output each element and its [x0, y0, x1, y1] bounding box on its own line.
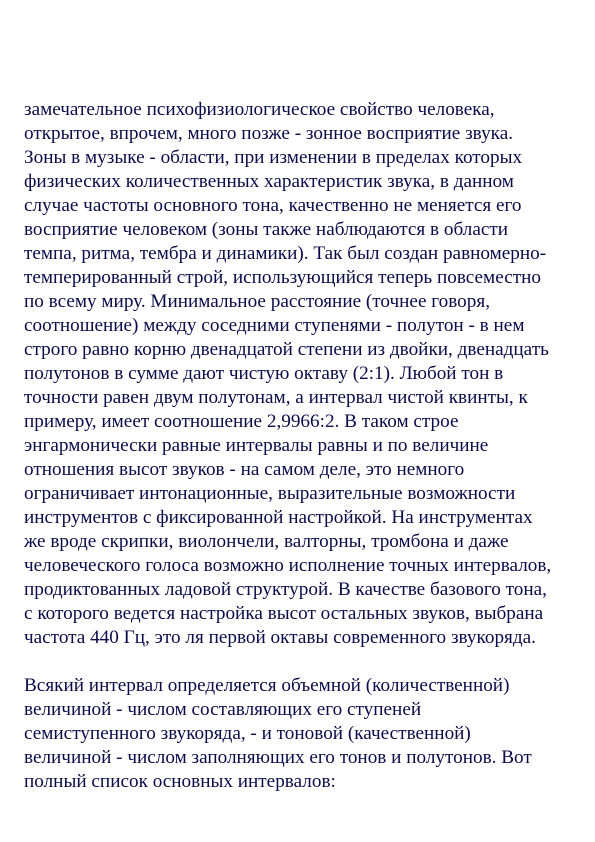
text-line: открытое, впрочем, много позже - зонное восприятие звука. [24, 123, 514, 144]
text-line: физических количественных характеристик звука, в данном [24, 171, 514, 192]
text-line: ограничивает интонационные, выразительные возможности [24, 483, 516, 504]
text-line: с которого ведется настройка высот остальных звуков, выбрана [24, 603, 544, 624]
text-line: частота 440 Гц, это ля первой октавы современного звукоряда. [24, 627, 536, 648]
text-line: примеру, имеет соотношение 2,9966:2. В таком строе [24, 411, 459, 432]
text-line: полный список основных интервалов: [24, 771, 336, 792]
document-body [24, 98, 574, 794]
text-line: случае частоты основного тона, качественно не меняется его [24, 195, 522, 216]
text-line: продиктованных ладовой структурой. В качестве базового тона, [24, 579, 547, 600]
text-line: величиной - числом составляющих его ступеней [24, 699, 422, 720]
text-line: Зоны в музыке - области, при изменении в пределах которых [24, 147, 523, 168]
text-line: восприятие человеком (зоны также наблюдаются в области [24, 219, 509, 240]
text-line: человеческого голоса возможно исполнение точных интервалов, [24, 555, 552, 576]
text-line: инструментов с фиксированной настройкой. На инструментах [24, 507, 533, 528]
text-line: семиступенного звукоряда, - и тоновой (качественной) [24, 723, 471, 744]
text-line: отношения высот звуков - на самом деле, это немного [24, 459, 465, 480]
paragraph-1 [24, 98, 574, 650]
text-line: строго равно корню двенадцатой степени из двойки, двенадцать [24, 339, 549, 360]
text-line: по всему миру. Минимальное расстояние (точнее говоря, [24, 291, 490, 312]
text-line: замечательное психофизиологическое свойство человека, [24, 99, 495, 120]
text-line: точности равен двум полутонам, а интервал чистой квинты, к [24, 387, 528, 408]
paragraph-2 [24, 674, 574, 794]
text-line: Всякий интервал определяется объемной (количественной) [24, 675, 510, 696]
text-line: темперированный строй, использующийся теперь повсеместно [24, 267, 541, 288]
paragraph-spacer [24, 650, 574, 674]
text-line: энгармонически равные интервалы равны и по величине [24, 435, 489, 456]
text-line: темпа, ритма, тембра и динамики). Так был создан равномерно- [24, 243, 547, 264]
text-line: соотношение) между соседними ступенями - полутон - в нем [24, 315, 525, 336]
text-line: полутонов в сумме дают чистую октаву (2:1). Любой тон в [24, 363, 504, 384]
text-line: же вроде скрипки, виолончели, валторны, тромбона и даже [24, 531, 509, 552]
text-line: величиной - числом заполняющих его тонов и полутонов. Вот [24, 747, 532, 768]
